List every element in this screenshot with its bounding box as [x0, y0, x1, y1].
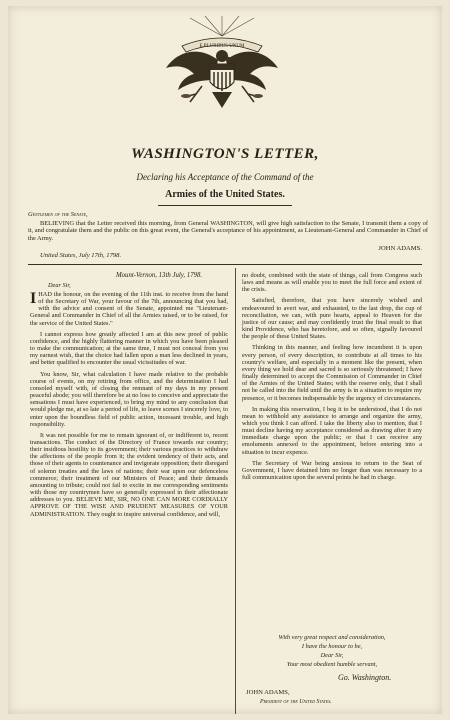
letter-paragraph: Satisfied, therefore, that you have sincerely wished and endeavoured to avert war, and exhausted, to the last drop, the cup of reconciliation, we can, with pure hearts, appeal to Heaven for the justice of our cause; and may confidently trust the final result to that kind Providence, who has heretofore, and so often, signally favoured the people of these United States. [242, 297, 422, 341]
washington-signature: Go. Washington. [338, 673, 392, 682]
document-subtitle-2: Armies of the United States. [165, 189, 285, 200]
letter-paragraph: The Secretary of War being anxious to return to the Seat of Government, I have detained him no longer than was necessary to a full communication upon the several points he had in charge. [242, 459, 422, 482]
column-divider [235, 268, 236, 714]
letter-paragraph: In making this reservation, I beg it to be understood, that I do not mean to withhold any assistance to arrange and organize the army, which you think I can afford. I take the liberty also to mention, that I must decline having my acceptance considered as drawing after it any immediate charge upon the public; or that I can receive any emoluments annexed to the appointment, before entering into a situation to incur expence. [242, 405, 422, 456]
closing-1: With very great respect and consideration, [278, 634, 386, 641]
closing-4: Your most obedient humble servant, [286, 661, 378, 668]
letter-paragraph: no doubt, combined with the state of things, call from Congress such laws and means as will enable you to meet the full force and extent of the crisis. [242, 272, 422, 294]
title-divider [158, 205, 292, 206]
section-divider [28, 264, 422, 265]
letter-paragraph: You know, Sir, what calculation I have made relative to the probable course of events, on my retiring from office, and the determination I had consoled myself with, of closing the remnant of my days in my present peaceful abode; you will therefore be at no loss to conceive and appreciate the sensations I must have experienced, to bring my mind to any conclusion that would pledge me, at so late a period of life, to leave scenes I sincerely love, to enter upon the boundless field of public action, incessant trouble, and high responsibility. [30, 370, 228, 428]
letter-dateline: Mount-Vernon, 13th July, 1798. [116, 272, 203, 279]
letter-paragraph: IHAD the honour, on the evening of the 11th inst. to receive from the hand of the Secretary of War, your favour of the 7th, announcing that you had, with the advice and consent of the Senate, appointed me "Lieutenant-General and Commander in Chief of all the Armies raised, or to be raised, for the service of the United States." [30, 290, 228, 327]
closing-3: Dear Sir, [320, 652, 344, 659]
intro-text: BELIEVING that the Letter received this morning, from General WASHINGTON, will give high satisfaction to the Senate, I transmit them a copy of it, and congratulate them and the public on this great event, the General's acceptance of his appointment, as Lieutenant-General and Commander in Chief of the Army. [28, 219, 428, 242]
intro-signer: JOHN ADAMS. [378, 245, 422, 252]
broadside-sheet [8, 6, 442, 714]
emblem-motto: E PLURIBUS UNUM [199, 44, 245, 49]
intro-message [28, 211, 428, 242]
document-title: WASHINGTON'S LETTER, [131, 146, 319, 162]
letter-paragraph: It was not possible for me to remain ignorant of, or indifferent to, recent transactions. The conduct of the Directory of France towards our country; their insidious hostility to its government; their various practices to withdraw the affections of the people from it; the evident tendency of their acts, and those of their agents to countenance and invigorate opposition; their disregard of solemn treaties and the laws of nations; their war upon our defenceless commerce; their treatment of our Ministers of Peace; and their demands amounting to tribute; could not fail to excite in me corresponding sentiments with those my countrymen have so generally expressed in their affectionate addresses to you. BELIEVE ME, SIR, NO ONE CAN MORE CORDIALLY APPROVE OF THE WISE AND PRUDENT MEASURES OF YOUR ADMINISTRATION. They ought to inspire universal confidence, and will, [30, 431, 228, 518]
drop-cap: I [30, 290, 37, 307]
letter-column-right [242, 272, 422, 485]
letter-column-left [30, 291, 228, 522]
letter-paragraph: Thinking in this manner, and feeling how incumbent it is upon every person, of every description, to contribute at all times to his country's welfare, and especially in a moment like the present, when every thing we hold dear and sacred is so seriously threatened; I have finally determined to accept the Commission of Commander in Chief of the Armies of the United States; with the reserve only, that I shall not be called into the field until the army is in a situation to require my presence, or it becomes indispensable by the urgency of circumstances. [242, 344, 422, 402]
intro-dateline: United States, July 17th, 1798. [40, 252, 122, 259]
eagle-emblem-icon [160, 16, 284, 120]
document-subtitle: Declaring his Acceptance of the Command of the [136, 172, 314, 182]
intro-salutation: Gentlemen of the Senate, [28, 211, 88, 218]
letter-salutation: Dear Sir, [48, 282, 71, 289]
addressee-name: JOHN ADAMS, [246, 689, 290, 696]
addressee-title: President of the United States. [260, 699, 332, 705]
closing-2: I have the honour to be, [301, 643, 363, 650]
letter-paragraph: I cannot express how greatly affected I am at this new proof of public confidence, and the highly flattering manner in which you have been pleased to make the communication; at the same time, I must not conceal from you my earnest wish, that the choice had fallen upon a man less declined in years, and better qualified to encounter the usual vicissitudes of war. [30, 330, 228, 367]
